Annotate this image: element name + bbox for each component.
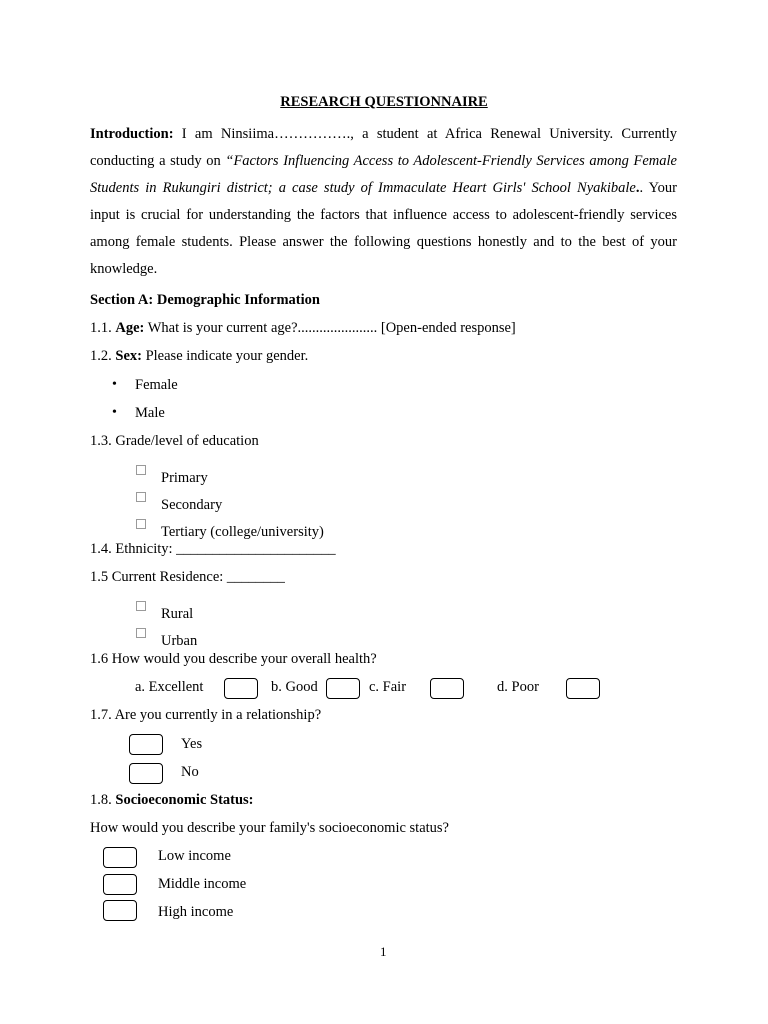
question-socioeconomic <box>90 792 254 809</box>
q-text: What is your current age?...................... [Open-ended response] <box>144 320 516 336</box>
intro-label: Introduction: <box>90 126 174 142</box>
q-number: 1.8. <box>90 792 116 808</box>
page-number: 1 <box>380 944 387 959</box>
option-high-income: High income <box>158 904 234 920</box>
checkbox-urban[interactable] <box>136 628 146 638</box>
option-tertiary: Tertiary (college/university) <box>161 524 324 540</box>
checkbox-fair[interactable] <box>430 678 464 699</box>
option-urban: Urban <box>161 633 198 649</box>
study-title-end: . <box>635 180 640 196</box>
question-health: 1.6 How would you describe your overall health? <box>90 651 377 667</box>
q-text: Please indicate your gender. <box>141 348 309 364</box>
option-excellent: a. Excellent <box>135 679 204 695</box>
checkbox-rural[interactable] <box>136 601 146 611</box>
q-label: Age: <box>115 320 145 336</box>
option-no: No <box>181 764 199 780</box>
page-title: RESEARCH QUESTIONNAIRE <box>280 94 488 110</box>
introduction-paragraph <box>90 121 677 283</box>
q-label: Sex: <box>115 348 142 364</box>
q-label: Socioeconomic Status: <box>115 792 254 808</box>
q-number: 1.2. <box>90 348 116 364</box>
option-yes: Yes <box>181 736 203 752</box>
option-male: Male <box>135 405 165 421</box>
checkbox-high-income[interactable] <box>103 900 137 921</box>
section-a-heading: Section A: Demographic Information <box>90 292 320 308</box>
checkbox-poor[interactable] <box>566 678 600 699</box>
intro-text-2: . Your input is crucial for understanding the factors that influence access to adolescent-friendly services among female students. Please answer the following questions honestly and to the best of your knowledge. <box>90 180 678 277</box>
option-secondary: Secondary <box>161 497 223 513</box>
question-socioeconomic-text: How would you describe your family's socioeconomic status? <box>90 820 449 836</box>
option-fair: c. Fair <box>369 679 407 695</box>
intro-text-1: I am Ninsiima……………., a student at Africa Renewal University. Currently conducting a study on <box>90 126 677 169</box>
option-primary: Primary <box>161 470 208 486</box>
checkbox-no[interactable] <box>129 763 163 784</box>
checkbox-primary[interactable] <box>136 465 146 475</box>
option-poor: d. Poor <box>497 679 539 695</box>
option-rural: Rural <box>161 606 194 622</box>
question-ethnicity: 1.4. Ethnicity: ______________________ <box>90 541 336 557</box>
question-residence: 1.5 Current Residence: ________ <box>90 569 285 585</box>
study-title: “Factors Influencing Access to Adolescent-Friendly Services among Female Students in Rukungiri district; a case study of Immaculate Heart Girls' School Nyakibale <box>90 153 677 196</box>
checkbox-excellent[interactable] <box>224 678 258 699</box>
checkbox-middle-income[interactable] <box>103 874 137 895</box>
question-sex <box>90 348 308 365</box>
question-age <box>90 320 516 337</box>
option-middle-income: Middle income <box>158 876 247 892</box>
bullet-icon: • <box>112 405 117 420</box>
bullet-icon: • <box>112 377 117 392</box>
q-number: 1.1. <box>90 320 116 336</box>
option-low-income: Low income <box>158 848 231 864</box>
question-education: 1.3. Grade/level of education <box>90 433 259 449</box>
checkbox-secondary[interactable] <box>136 492 146 502</box>
checkbox-low-income[interactable] <box>103 847 137 868</box>
checkbox-tertiary[interactable] <box>136 519 146 529</box>
checkbox-yes[interactable] <box>129 734 163 755</box>
option-good: b. Good <box>271 679 318 695</box>
question-relationship: 1.7. Are you currently in a relationship? <box>90 707 322 723</box>
option-female: Female <box>135 377 178 393</box>
checkbox-good[interactable] <box>326 678 360 699</box>
